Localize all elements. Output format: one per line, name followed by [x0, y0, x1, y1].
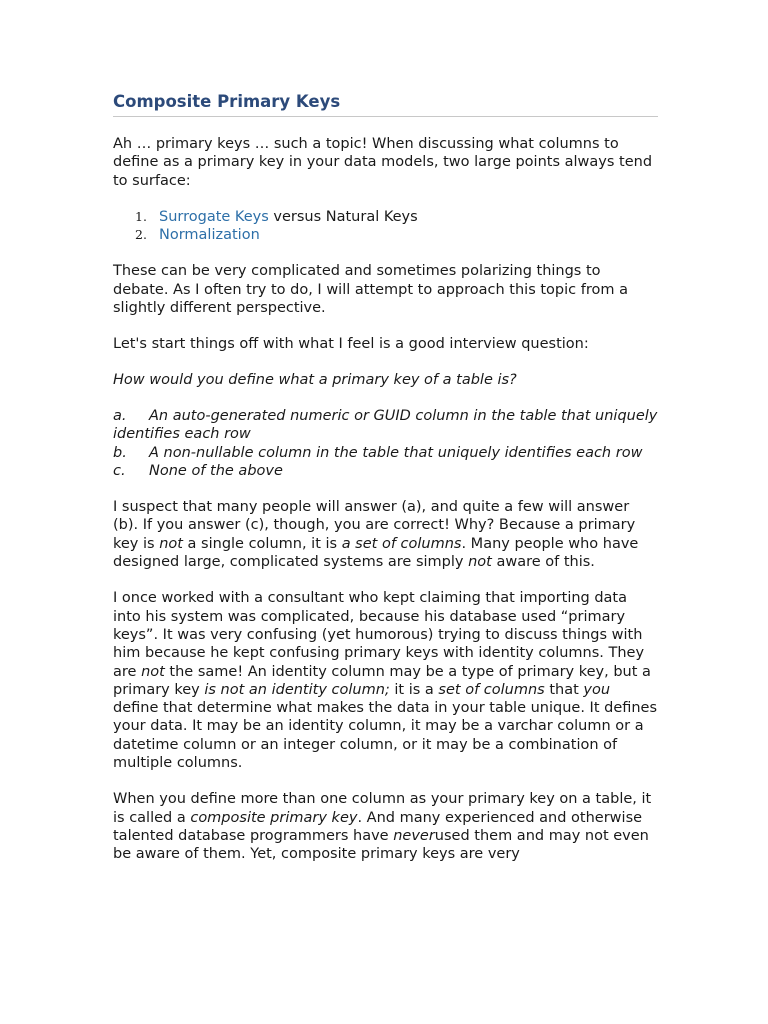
- composite-paragraph: [113, 790, 658, 863]
- choice-letter: b.: [113, 444, 127, 461]
- text-run: the same! An identity column may be a type of primary key, but a primary key: [113, 663, 651, 698]
- list-item-text: [159, 208, 418, 226]
- emphasis: a set of columns: [341, 535, 462, 552]
- emphasis: set of columns: [438, 681, 545, 698]
- text-run: used them and may not even be aware of them. Yet, composite primary keys are very: [113, 827, 649, 863]
- choice-letter: c.: [113, 462, 126, 479]
- interview-question: How would you define what a primary key of a table is?: [113, 371, 517, 388]
- list-item: [113, 208, 658, 226]
- interview-paragraph: Let's start things off with what I feel is a good interview question:: [113, 336, 589, 353]
- article-title: Composite Primary Keys: [113, 92, 658, 117]
- perspective-paragraph: These can be very complicated and sometimes polarizing things to debate. As I often try to do, I will attempt to approach this topic from a slightly different perspective.: [113, 263, 628, 317]
- text-run: When you define more than one column as your primary key on a table, it is called a: [113, 791, 652, 826]
- answer-choice: [113, 444, 658, 462]
- choice-text: A non-nullable column in the table that uniquely identifies each row: [149, 444, 643, 461]
- intro-paragraph: Ah … primary keys … such a topic! When discussing what columns to define as a primary key in your data models, two large points always tend to surface:: [113, 136, 653, 189]
- answer-choices: [113, 407, 658, 480]
- text-run: a single column, it is: [182, 535, 342, 552]
- text-run: I once worked with a consultant who kept claiming that importing data into his system was complicated, because his database used “primary keys”. It was very confusing (yet humorous) trying to discuss things with him because he kept confusing primary keys with identity columns. They are: [113, 590, 645, 680]
- emphasis: not: [141, 663, 165, 680]
- points-list: [113, 208, 658, 245]
- text-run: . And many experienced and otherwise talented database programmers have: [113, 809, 643, 844]
- choice-text: An auto-generated numeric or GUID column in the table that uniquely identifies each row: [113, 407, 658, 443]
- answer-paragraph: [113, 498, 658, 571]
- text-run: that: [544, 681, 584, 698]
- text-run: I suspect that many people will answer (a), and quite a few will answer (b). If you answer (c), though, you are correct! Why? Because a primary key is: [113, 499, 636, 552]
- list-item: [113, 226, 658, 244]
- answer-choice: [113, 462, 658, 480]
- emphasis: not: [159, 535, 183, 552]
- normalization-link[interactable]: Normalization: [159, 227, 260, 244]
- choice-text: None of the above: [149, 462, 283, 479]
- consultant-paragraph: [113, 589, 658, 772]
- text-run: it is a: [389, 681, 439, 698]
- emphasis: you: [583, 681, 611, 698]
- text-run: aware of this.: [491, 554, 595, 571]
- list-item-text: [159, 226, 260, 244]
- emphasis: never: [393, 827, 435, 844]
- list-item-rest: versus Natural Keys: [268, 208, 418, 225]
- answer-choice: [113, 407, 658, 444]
- list-number: 2.: [135, 227, 147, 243]
- emphasis: is not an identity column;: [204, 681, 390, 698]
- emphasis: not: [468, 554, 492, 571]
- text-run: define that determine what makes the data in your table unique. It defines your data. It may be an identity column, it may be a varchar column or a datetime column or an integer column, or it may be a combination of multiple columns.: [113, 700, 658, 772]
- emphasis: composite primary key: [190, 809, 358, 826]
- surrogate-keys-link[interactable]: Surrogate Keys: [159, 208, 269, 225]
- article: [113, 92, 658, 864]
- text-run: . Many people who have designed large, complicated systems are simply: [113, 535, 639, 571]
- choice-letter: a.: [113, 407, 127, 424]
- list-number: 1.: [135, 208, 147, 224]
